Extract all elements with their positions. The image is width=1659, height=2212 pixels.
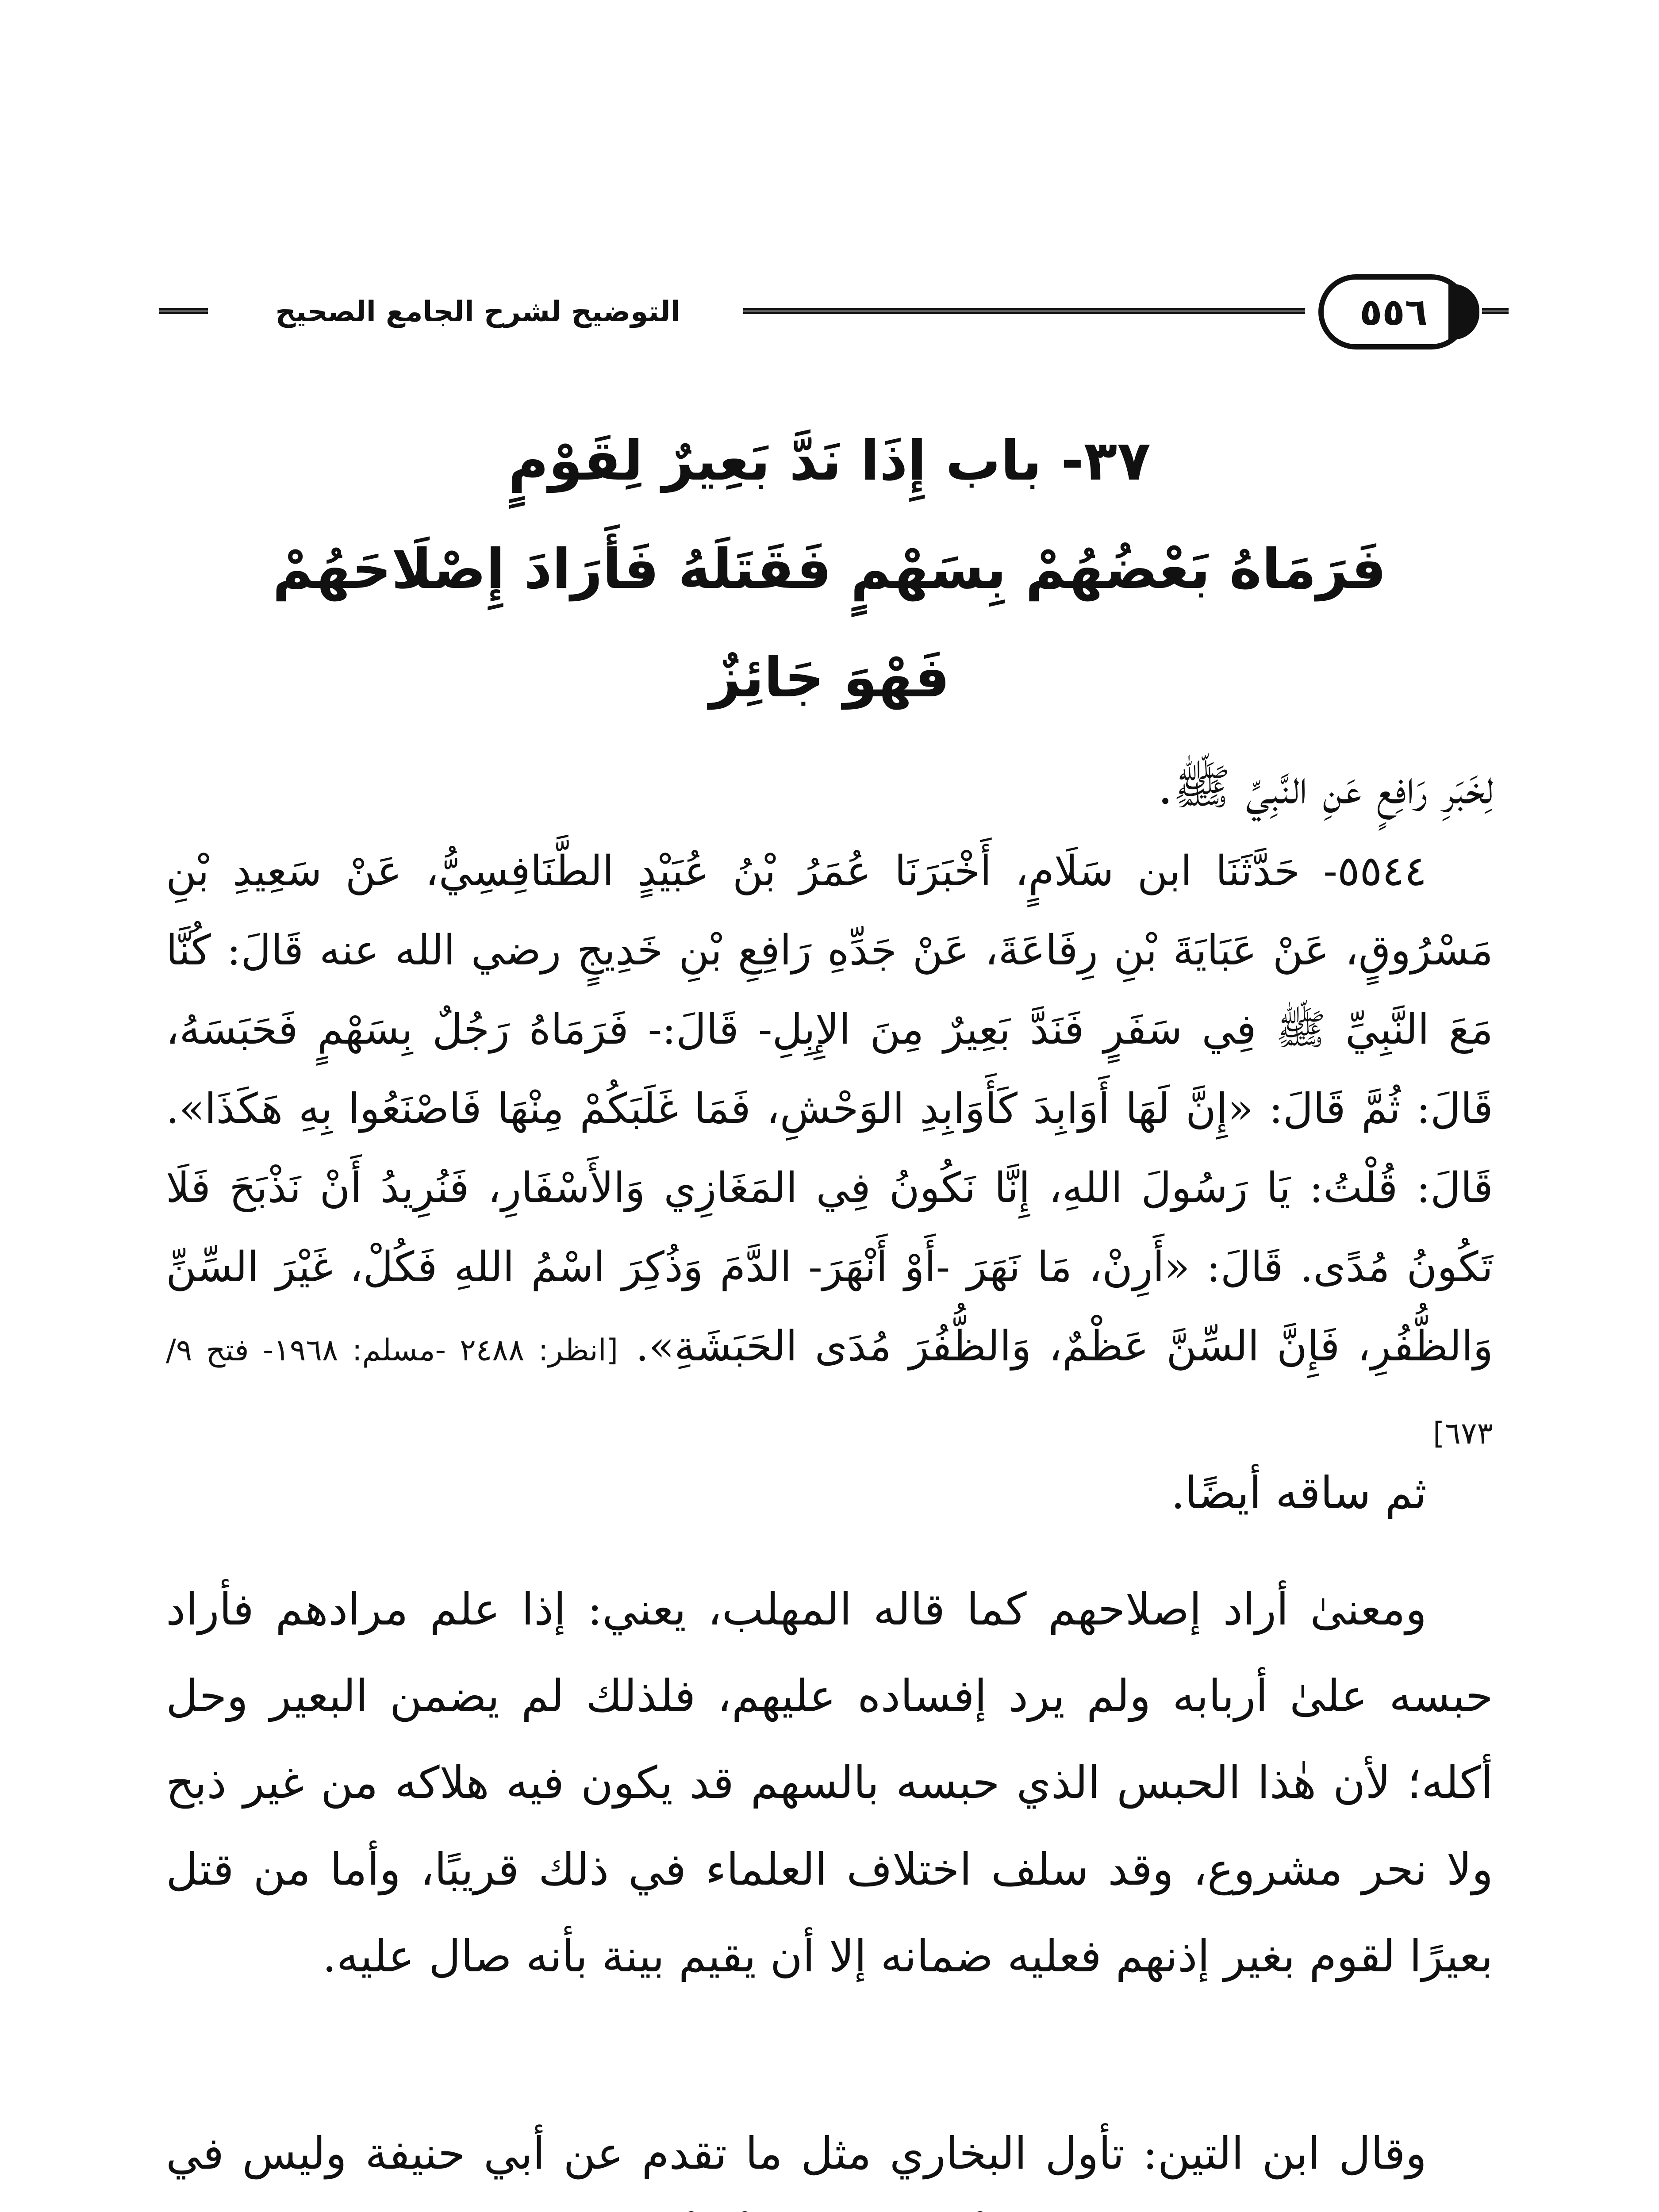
chapter-heading (248, 407, 1411, 732)
page-number: ٥٥٦ (1359, 290, 1428, 334)
running-header (159, 265, 1509, 363)
header-rule-middle (743, 308, 1305, 314)
chapter-intro: لِخَبَرِ رَافِعٍ عَنِ النَّبِيِّ ﷺ. (1157, 760, 1493, 815)
commentary-paragraph-2: وقال ابن التين: تأول البخاري مثل ما تقدم عن أبي حنيفة وليس في (166, 2128, 1427, 2179)
chapter-heading-line-3: فَهْوَ جَائِزٌ (709, 646, 950, 710)
after-hadith-note: ثم ساقه أيضًا. (1171, 1467, 1427, 1519)
hadith-text (166, 832, 1493, 1473)
header-rule-right (1482, 308, 1509, 314)
header-rule-left (159, 308, 208, 314)
chapter-heading-line-2: فَرَمَاهُ بَعْضُهُمْ بِسَهْمٍ فَقَتَلَهُ فَأَرَادَ إِصْلَاحَهُمْ (273, 538, 1386, 601)
hadith-reference: [انظر: ٢٤٨٨ -مسلم: ١٩٦٨- فتح ٩/ ٦٧٣] (166, 1333, 1493, 1451)
chapter-heading-line-1: ٣٧- باب إِذَا نَدَّ بَعِيرٌ لِقَوْمٍ (508, 429, 1151, 493)
running-title: التوضيح لشرح الجامع الصحيح (275, 296, 680, 328)
commentary-paragraph-1: ومعنىٰ أراد إصلاحهم كما قاله المهلب، يعني: إذا علم مرادهم فأراد حبسه علىٰ أربابه ولم يرد إفساده عليهم، فلذلك لم يضمن البعير وحل أكله؛ لأن هٰذا الحبس الذي حبسه بالسهم قد يكون فيه هلاكه من غير ذبح ولا نحر مشروع، وقد سلف اختلاف العلماء في ذلك قريبًا، وأما من قتل بعيرًا لقوم بغير إذنهم فعليه ضمانه إلا أن يقيم بينة بأنه صال عليه. (166, 1583, 1493, 1982)
page-number-badge (1318, 274, 1469, 349)
hadith-body: ٥٥٤٤- حَدَّثَنَا ابن سَلَامٍ، أَخْبَرَنَا عُمَرُ بْنُ عُبَيْدٍ الطَّنَافِسِيُّ، عَنْ سَعِيدِ بْنِ مَسْرُوقٍ، عَنْ عَبَايَةَ بْنِ رِفَاعَةَ، عَنْ جَدِّهِ رَافِعِ بْنِ خَدِيجٍ رضي الله عنه قَالَ: كُنَّا مَعَ النَّبِيِّ ﷺ فِي سَفَرٍ فَنَدَّ بَعِيرٌ مِنَ الإِبِلِ- قَالَ:- فَرَمَاهُ رَجُلٌ بِسَهْمٍ فَحَبَسَهُ، قَالَ: ثُمَّ قَالَ: «إِنَّ لَهَا أَوَابِدَ كَأَوَابِدِ الوَحْشِ، فَمَا غَلَبَكُمْ مِنْهَا فَاصْنَعُوا بِهِ هَكَذَا». قَالَ: قُلْتُ: يَا رَسُولَ اللهِ، إِنَّا نَكُونُ فِي المَغَازِي وَالأَسْفَارِ، فَنُرِيدُ أَنْ نَذْبَحَ فَلَا تَكُونُ مُدًى. قَالَ: «أَرِنْ، مَا نَهَرَ -أَوْ أَنْهَرَ- الدَّمَ وَذُكِرَ اسْمُ اللهِ فَكُلْ، غَيْرَ السِّنِّ وَالظُّفُرِ، فَإِنَّ السِّنَّ عَظْمٌ، وَالظُّفُرَ مُدَى الحَبَشَةِ». (166, 847, 1493, 1371)
badge-ornament (1448, 284, 1479, 340)
